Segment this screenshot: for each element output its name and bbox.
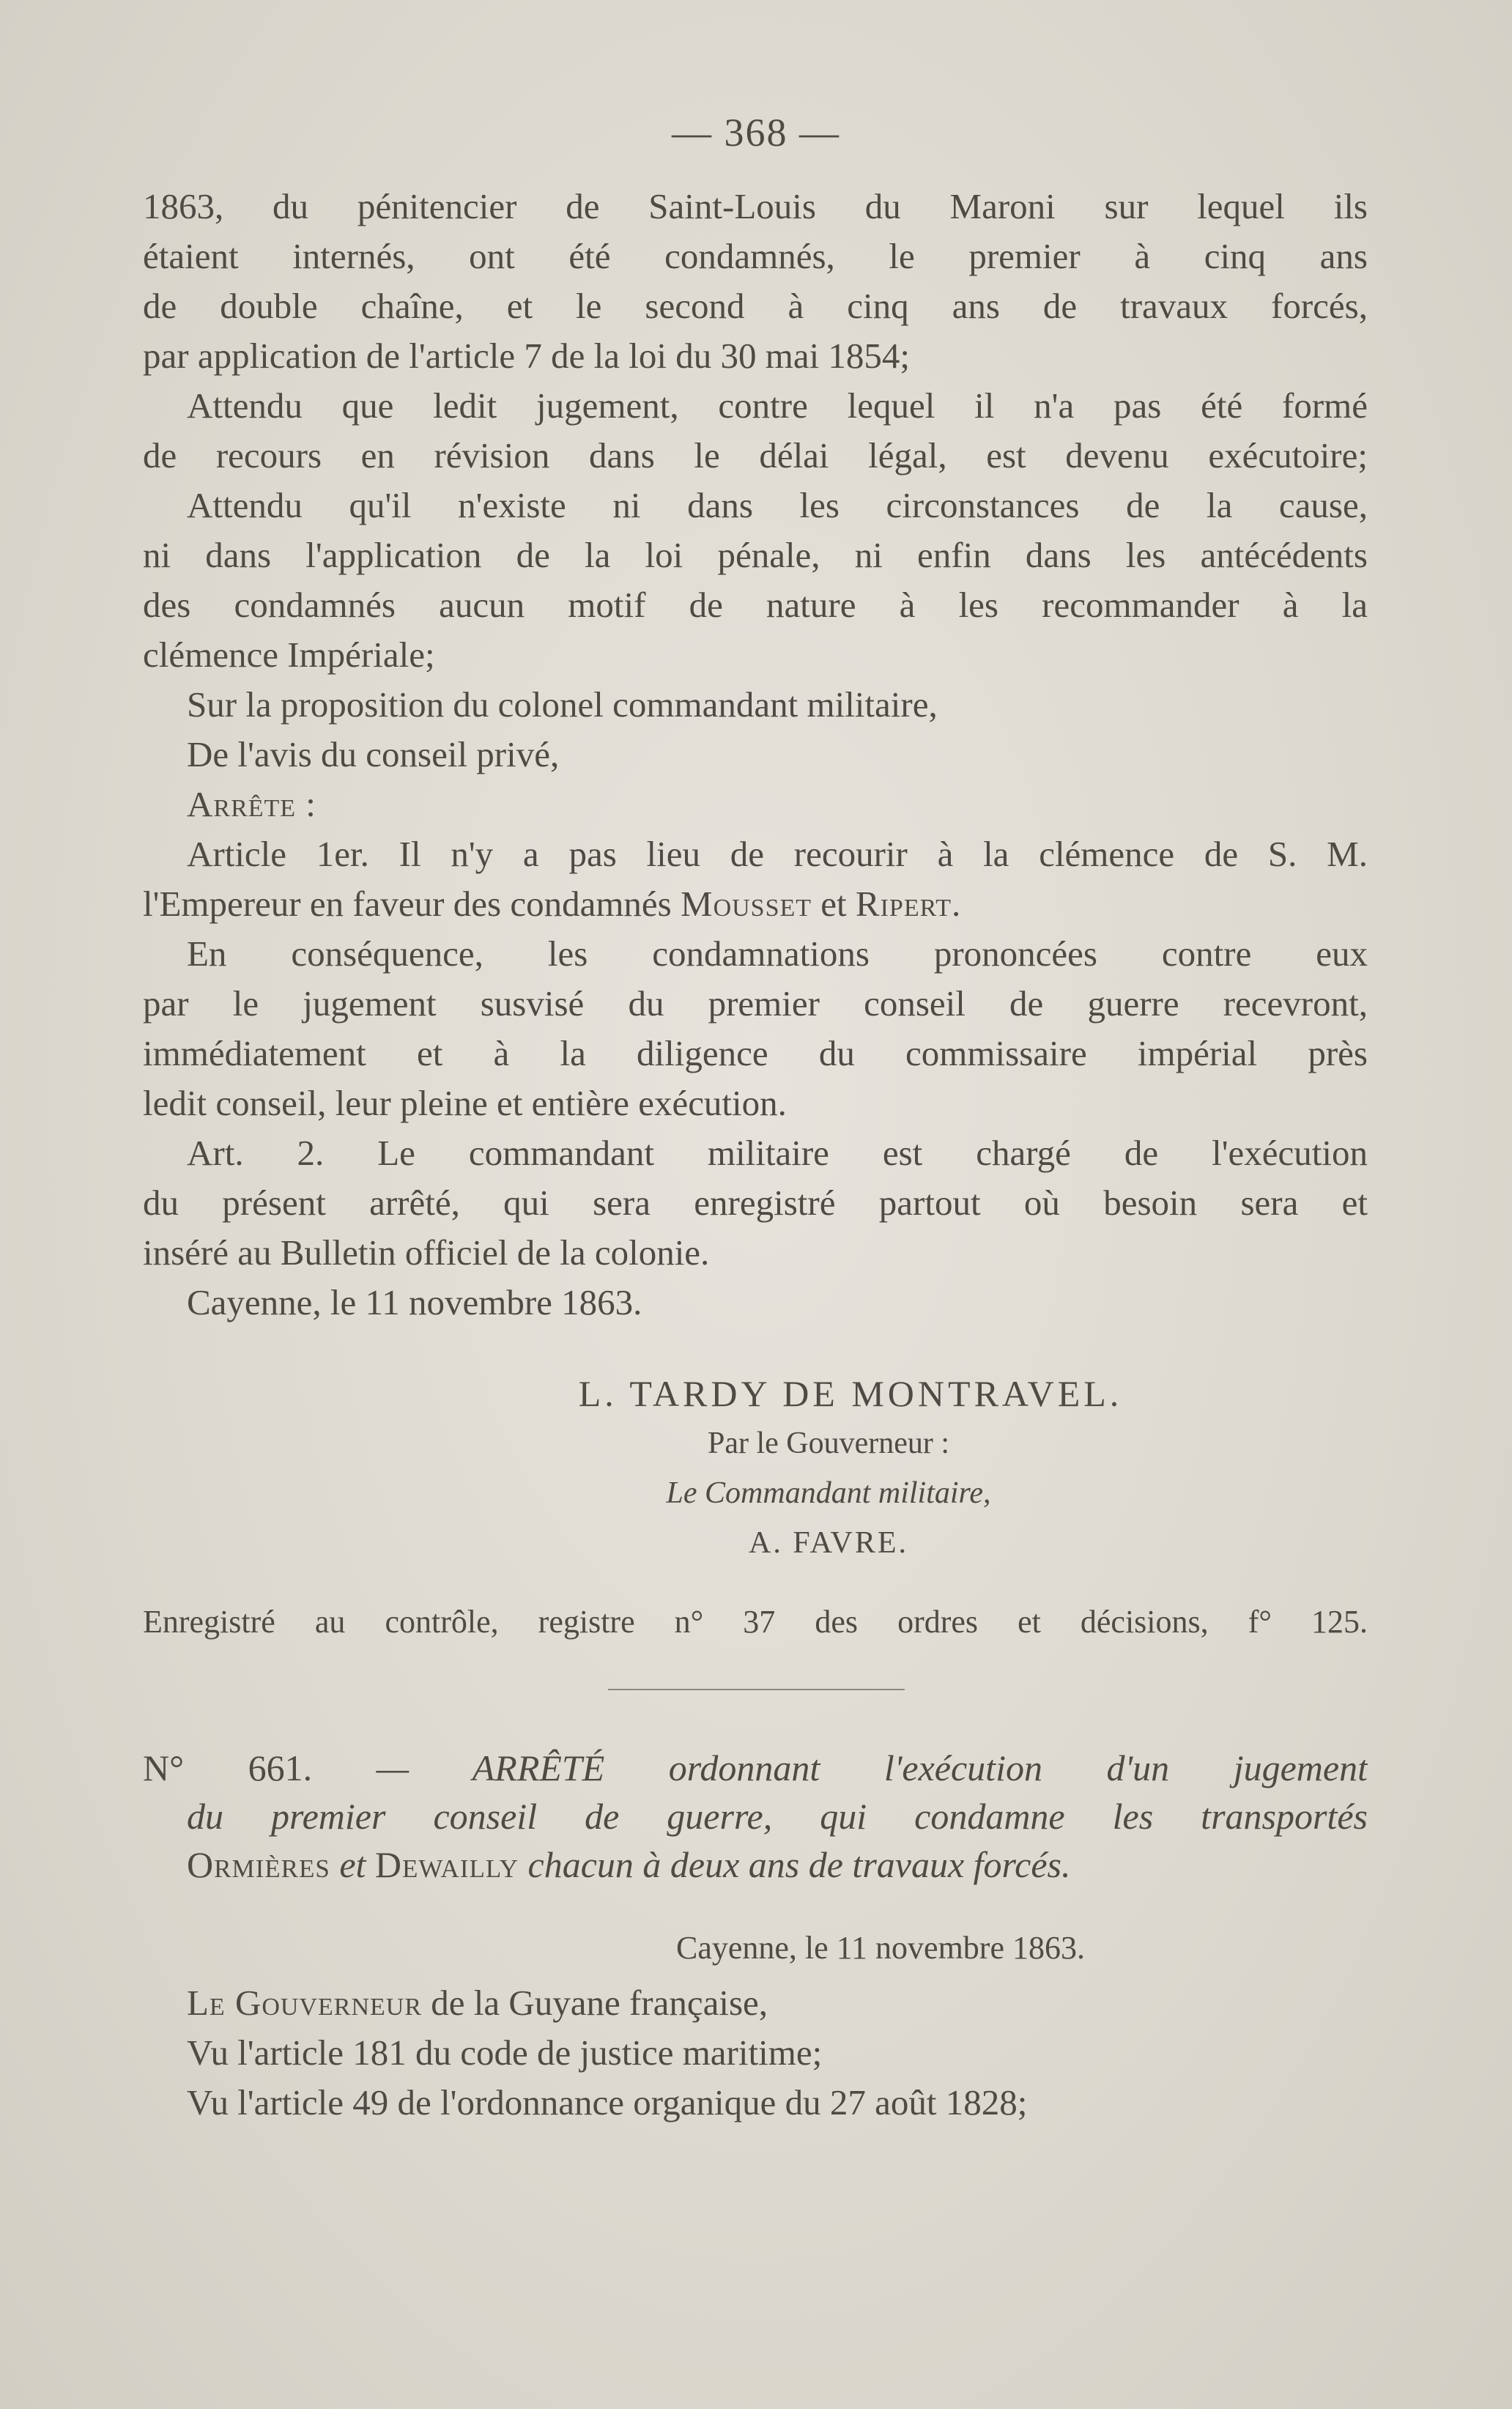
text-line: de recours en révision dans le délai légal, est devenu exécutoire;	[143, 435, 1368, 475]
arrete-heading: Arrête :	[187, 784, 316, 824]
paragraph-proposition	[143, 680, 1368, 829]
signature-governor: L. TARDY DE MONTRAVEL.	[578, 1373, 1123, 1414]
text-line: Vu l'article 49 de l'ordonnance organique du 27 août 1828;	[187, 2082, 1028, 2123]
text-line: Ormières et Dewailly chacun à deux ans de travaux forcés.	[187, 1844, 1071, 1885]
text-line: immédiatement et à la diligence du commissaire impérial près	[143, 1033, 1368, 1073]
text-line: étaient internés, ont été condamnés, le premier à cinq ans	[143, 236, 1368, 276]
text-line: Le Gouverneur de la Guyane française,	[187, 1983, 768, 2023]
text-line: par application de l'article 7 de la loi du 30 mai 1854;	[143, 336, 911, 376]
text-line: Article 1er. Il n'y a pas lieu de recourir à la clémence de S. M.	[187, 834, 1368, 874]
signature-block	[143, 1369, 1368, 1568]
paragraph-judgment	[143, 182, 1368, 381]
article-2	[143, 1128, 1368, 1328]
text-line: De l'avis du conseil privé,	[187, 734, 560, 774]
text-line: N° 661. — ARRÊTÉ ordonnant l'exécution d'un jugement	[143, 1747, 1368, 1788]
text-line: En conséquence, les condamnations prononcées contre eux	[187, 933, 1368, 974]
dateline-2-block	[143, 1923, 1368, 1973]
act-661-heading	[143, 1744, 1368, 1889]
text-line: Attendu qu'il n'existe ni dans les circonstances de la cause,	[187, 485, 1368, 525]
text-line: 1863, du pénitencier de Saint-Louis du Maroni sur lequel ils	[143, 186, 1368, 226]
text-line: ni dans l'application de la loi pénale, ni enfin dans les antécédents	[143, 535, 1368, 575]
dateline: Cayenne, le 11 novembre 1863.	[187, 1282, 642, 1322]
dateline: Cayenne, le 11 novembre 1863.	[676, 1930, 1085, 1966]
gouverneur-preamble	[143, 1978, 1368, 2128]
text-line: du présent arrêté, qui sera enregistré partout où besoin sera et	[143, 1183, 1368, 1223]
text-line: Attendu que ledit jugement, contre lequel il n'a pas été formé	[187, 385, 1368, 426]
text-line: du premier conseil de guerre, qui condamne les transportés	[187, 1796, 1368, 1837]
commandant-title: Le Commandant militaire,	[666, 1476, 991, 1510]
text-line: Art. 2. Le commandant militaire est chargé de l'exécution	[187, 1133, 1368, 1173]
article-1	[143, 829, 1368, 929]
gouverneur-title: Le Gouverneur	[187, 1983, 422, 2023]
registration-note	[143, 1597, 1368, 1647]
text-line: par le jugement susvisé du premier conseil de guerre recevront,	[143, 983, 1368, 1024]
paragraph-attendu-2	[143, 481, 1368, 680]
text-line: Sur la proposition du colonel commandant militaire,	[187, 684, 938, 725]
signature-favre: A. FAVRE.	[749, 1526, 908, 1560]
convict-name: Dewailly	[374, 1844, 519, 1885]
text-line: Vu l'article 181 du code de justice maritime;	[187, 2032, 823, 2073]
convict-name: Ormières	[187, 1844, 330, 1885]
text-line: l'Empereur en faveur des condamnés Mousset et Ripert.	[143, 884, 961, 924]
paragraph-consequence	[143, 929, 1368, 1128]
section-divider	[608, 1689, 905, 1690]
text-line: de double chaîne, et le second à cinq ans de travaux forcés,	[143, 286, 1368, 326]
convict-name: Mousset	[681, 884, 812, 924]
convict-name: Ripert	[855, 884, 952, 924]
text-line: Enregistré au contrôle, registre n° 37 des ordres et décisions, f° 125.	[143, 1604, 1368, 1640]
act-number: N° 661.	[143, 1747, 313, 1788]
page-number: — 368 —	[672, 111, 840, 155]
text-line: inséré au Bulletin officiel de la colonie.	[143, 1232, 710, 1273]
par-le-gouverneur: Par le Gouverneur :	[707, 1426, 950, 1460]
text-line: ledit conseil, leur pleine et entière exécution.	[143, 1083, 787, 1123]
paragraph-attendu-1	[143, 381, 1368, 481]
text-line: clémence Impériale;	[143, 634, 435, 675]
text-line: des condamnés aucun motif de nature à les recommander à la	[143, 585, 1368, 625]
